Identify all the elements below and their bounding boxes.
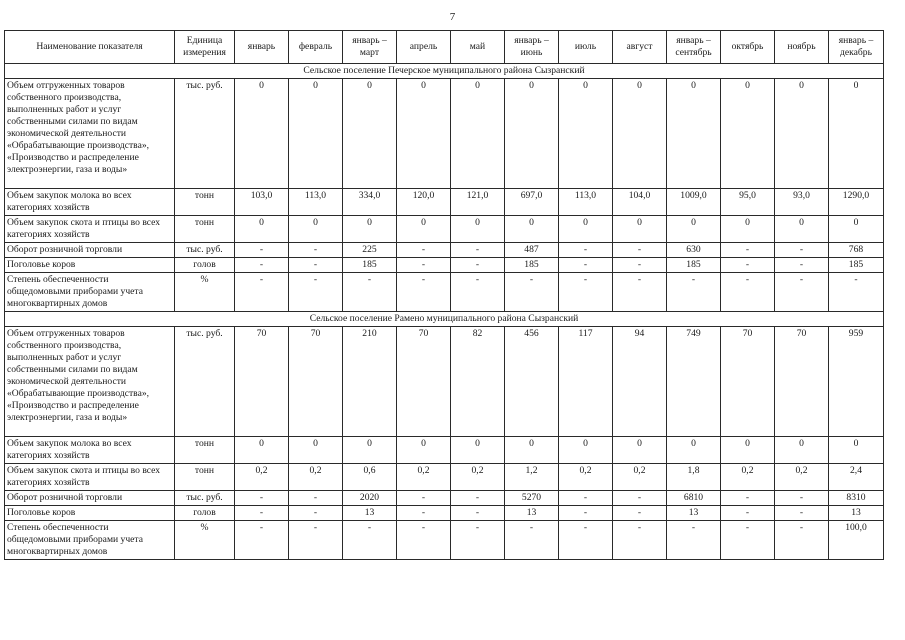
table-row <box>5 327 884 437</box>
value-cell: 697,0 <box>505 189 559 216</box>
value-cell: 0 <box>721 216 775 243</box>
value-cell: - <box>721 506 775 521</box>
value-cell: 0 <box>289 79 343 189</box>
indicator-name: Объем закупок скота и птицы во всех категориях хозяйств <box>5 216 175 243</box>
unit-cell: тыс. руб. <box>175 79 235 189</box>
value-cell: 93,0 <box>775 189 829 216</box>
value-cell: 487 <box>505 243 559 258</box>
unit-cell: тыс. руб. <box>175 243 235 258</box>
value-cell: - <box>235 506 289 521</box>
section-title: Сельское поселение Рамено муниципального района Сызранский <box>5 312 884 327</box>
value-cell: 1,2 <box>505 464 559 491</box>
value-cell: - <box>397 273 451 312</box>
header-month: август <box>613 31 667 64</box>
value-cell: - <box>451 258 505 273</box>
unit-cell: тонн <box>175 437 235 464</box>
table-row <box>5 189 884 216</box>
value-cell: - <box>613 491 667 506</box>
value-cell: 185 <box>343 258 397 273</box>
header-unit: Единица измерения <box>175 31 235 64</box>
unit-cell: тонн <box>175 216 235 243</box>
value-cell: 0 <box>559 79 613 189</box>
table-row <box>5 216 884 243</box>
value-cell: - <box>721 243 775 258</box>
indicator-name: Поголовье коров <box>5 258 175 273</box>
value-cell: 210 <box>343 327 397 437</box>
table-row <box>5 258 884 273</box>
value-cell: 0,2 <box>559 464 613 491</box>
value-cell: 0 <box>559 216 613 243</box>
value-cell: - <box>235 521 289 560</box>
value-cell: 0 <box>397 216 451 243</box>
table-row <box>5 464 884 491</box>
table-row <box>5 491 884 506</box>
value-cell: 1009,0 <box>667 189 721 216</box>
value-cell: 82 <box>451 327 505 437</box>
value-cell: 0,6 <box>343 464 397 491</box>
indicator-name: Объем закупок молока во всех категориях хозяйств <box>5 437 175 464</box>
indicator-name: Объем закупок молока во всех категориях хозяйств <box>5 189 175 216</box>
indicator-name: Оборот розничной торговли <box>5 243 175 258</box>
value-cell: - <box>721 273 775 312</box>
value-cell: 0 <box>721 79 775 189</box>
value-cell: 13 <box>667 506 721 521</box>
value-cell: - <box>775 491 829 506</box>
value-cell: 70 <box>289 327 343 437</box>
value-cell: - <box>289 521 343 560</box>
indicator-name: Поголовье коров <box>5 506 175 521</box>
value-cell: - <box>397 243 451 258</box>
value-cell: 0 <box>667 216 721 243</box>
value-cell: - <box>289 491 343 506</box>
value-cell: 0 <box>559 437 613 464</box>
table-row <box>5 506 884 521</box>
value-cell: 0,2 <box>613 464 667 491</box>
value-cell: 70 <box>397 327 451 437</box>
value-cell: - <box>721 258 775 273</box>
value-cell: 0,2 <box>289 464 343 491</box>
value-cell: 13 <box>505 506 559 521</box>
indicator-name: Степень обеспеченности общедомовыми приборами учета многоквартирных домов <box>5 521 175 560</box>
value-cell: 95,0 <box>721 189 775 216</box>
value-cell: 120,0 <box>397 189 451 216</box>
value-cell: - <box>559 243 613 258</box>
value-cell: 0 <box>235 216 289 243</box>
header-month: январь – сентябрь <box>667 31 721 64</box>
value-cell: 749 <box>667 327 721 437</box>
indicator-name: Оборот розничной торговли <box>5 491 175 506</box>
value-cell: 0 <box>775 437 829 464</box>
value-cell: 0 <box>829 79 884 189</box>
value-cell: - <box>613 273 667 312</box>
unit-cell: % <box>175 273 235 312</box>
value-cell: 630 <box>667 243 721 258</box>
value-cell: - <box>613 258 667 273</box>
value-cell: 1290,0 <box>829 189 884 216</box>
value-cell: 113,0 <box>289 189 343 216</box>
header-month: июль <box>559 31 613 64</box>
table-row <box>5 273 884 312</box>
value-cell: - <box>613 521 667 560</box>
header-month: апрель <box>397 31 451 64</box>
value-cell: - <box>343 521 397 560</box>
value-cell: - <box>451 491 505 506</box>
value-cell: 0 <box>397 79 451 189</box>
value-cell: 0,2 <box>235 464 289 491</box>
value-cell: - <box>235 491 289 506</box>
value-cell: 0 <box>235 79 289 189</box>
value-cell: - <box>289 273 343 312</box>
value-cell: 113,0 <box>559 189 613 216</box>
value-cell: - <box>235 273 289 312</box>
table-row <box>5 79 884 189</box>
value-cell: - <box>667 521 721 560</box>
table-row <box>5 243 884 258</box>
value-cell: - <box>613 243 667 258</box>
statistics-table <box>4 30 884 560</box>
value-cell: 0 <box>451 216 505 243</box>
header-month: октябрь <box>721 31 775 64</box>
header-month: январь – июнь <box>505 31 559 64</box>
value-cell: 0 <box>505 216 559 243</box>
value-cell: 0,2 <box>775 464 829 491</box>
value-cell: - <box>289 506 343 521</box>
header-month: февраль <box>289 31 343 64</box>
value-cell: 0 <box>505 79 559 189</box>
value-cell: 0,2 <box>397 464 451 491</box>
value-cell: 0 <box>343 437 397 464</box>
value-cell: 0 <box>829 216 884 243</box>
value-cell: 0 <box>667 79 721 189</box>
value-cell: - <box>289 243 343 258</box>
value-cell: 0 <box>721 437 775 464</box>
unit-cell: тонн <box>175 189 235 216</box>
header-name: Наименование показателя <box>5 31 175 64</box>
indicator-name: Объем отгруженных товаров собственного производства, выполненных работ и услуг собственными силами по видам экономической деятельности «Обрабатывающие производства», «Производство и распределение электроэнергии, газа и воды» <box>5 79 175 189</box>
value-cell: 100,0 <box>829 521 884 560</box>
value-cell: - <box>613 506 667 521</box>
value-cell: 117 <box>559 327 613 437</box>
value-cell: 959 <box>829 327 884 437</box>
value-cell: 0 <box>451 437 505 464</box>
unit-cell: тонн <box>175 464 235 491</box>
value-cell: 0,2 <box>451 464 505 491</box>
value-cell: 0 <box>613 216 667 243</box>
header-month: январь – март <box>343 31 397 64</box>
value-cell: - <box>451 506 505 521</box>
value-cell: - <box>397 506 451 521</box>
value-cell: 0 <box>343 216 397 243</box>
unit-cell: голов <box>175 506 235 521</box>
value-cell: 1,8 <box>667 464 721 491</box>
value-cell: 94 <box>613 327 667 437</box>
value-cell: 121,0 <box>451 189 505 216</box>
value-cell: - <box>235 243 289 258</box>
indicator-name: Объем закупок скота и птицы во всех категориях хозяйств <box>5 464 175 491</box>
value-cell: - <box>451 521 505 560</box>
value-cell: - <box>559 273 613 312</box>
value-cell: - <box>775 506 829 521</box>
value-cell: 13 <box>343 506 397 521</box>
value-cell: - <box>289 258 343 273</box>
section-row <box>5 312 884 327</box>
value-cell: - <box>775 273 829 312</box>
value-cell: - <box>451 273 505 312</box>
value-cell: 0 <box>235 437 289 464</box>
value-cell: 0 <box>829 437 884 464</box>
header-month: ноябрь <box>775 31 829 64</box>
value-cell: 5270 <box>505 491 559 506</box>
header-month: январь <box>235 31 289 64</box>
table-row <box>5 437 884 464</box>
value-cell: - <box>721 491 775 506</box>
value-cell: - <box>559 258 613 273</box>
unit-cell: тыс. руб. <box>175 491 235 506</box>
value-cell: 185 <box>505 258 559 273</box>
value-cell: - <box>505 273 559 312</box>
value-cell: 13 <box>829 506 884 521</box>
section-row <box>5 64 884 79</box>
value-cell: - <box>505 521 559 560</box>
value-cell: 70 <box>721 327 775 437</box>
value-cell: 0 <box>289 437 343 464</box>
page-number: 7 <box>449 11 456 23</box>
value-cell: - <box>235 258 289 273</box>
value-cell: 70 <box>235 327 289 437</box>
value-cell: 0 <box>613 437 667 464</box>
section-title: Сельское поселение Печерское муниципального района Сызранский <box>5 64 884 79</box>
value-cell: 185 <box>829 258 884 273</box>
header-month: май <box>451 31 505 64</box>
value-cell: - <box>397 521 451 560</box>
table-row <box>5 521 884 560</box>
value-cell: 0,2 <box>721 464 775 491</box>
value-cell: 0 <box>451 79 505 189</box>
value-cell: - <box>397 491 451 506</box>
value-cell: - <box>667 273 721 312</box>
unit-cell: голов <box>175 258 235 273</box>
unit-cell: % <box>175 521 235 560</box>
indicator-name: Степень обеспеченности общедомовыми приборами учета многоквартирных домов <box>5 273 175 312</box>
value-cell: 103,0 <box>235 189 289 216</box>
table-body <box>5 64 884 560</box>
value-cell: - <box>829 273 884 312</box>
value-cell: 0 <box>397 437 451 464</box>
value-cell: 185 <box>667 258 721 273</box>
value-cell: - <box>775 258 829 273</box>
unit-cell: тыс. руб. <box>175 327 235 437</box>
value-cell: 8310 <box>829 491 884 506</box>
value-cell: 70 <box>775 327 829 437</box>
value-cell: 225 <box>343 243 397 258</box>
value-cell: 334,0 <box>343 189 397 216</box>
value-cell: 0 <box>775 79 829 189</box>
value-cell: 768 <box>829 243 884 258</box>
value-cell: - <box>451 243 505 258</box>
value-cell: 2,4 <box>829 464 884 491</box>
value-cell: 0 <box>343 79 397 189</box>
value-cell: - <box>559 521 613 560</box>
value-cell: - <box>775 521 829 560</box>
header-row <box>5 31 884 64</box>
value-cell: 0 <box>505 437 559 464</box>
value-cell: 0 <box>289 216 343 243</box>
indicator-name: Объем отгруженных товаров собственного производства, выполненных работ и услуг собственными силами по видам экономической деятельности «Обрабатывающие производства», «Производство и распределение электроэнергии, газа и воды» <box>5 327 175 437</box>
value-cell: - <box>559 506 613 521</box>
value-cell: 0 <box>667 437 721 464</box>
value-cell: 456 <box>505 327 559 437</box>
value-cell: - <box>559 491 613 506</box>
value-cell: 6810 <box>667 491 721 506</box>
value-cell: 2020 <box>343 491 397 506</box>
value-cell: 0 <box>775 216 829 243</box>
value-cell: - <box>343 273 397 312</box>
value-cell: - <box>775 243 829 258</box>
header-month: январь – декабрь <box>829 31 884 64</box>
value-cell: 0 <box>613 79 667 189</box>
value-cell: - <box>721 521 775 560</box>
value-cell: - <box>397 258 451 273</box>
value-cell: 104,0 <box>613 189 667 216</box>
